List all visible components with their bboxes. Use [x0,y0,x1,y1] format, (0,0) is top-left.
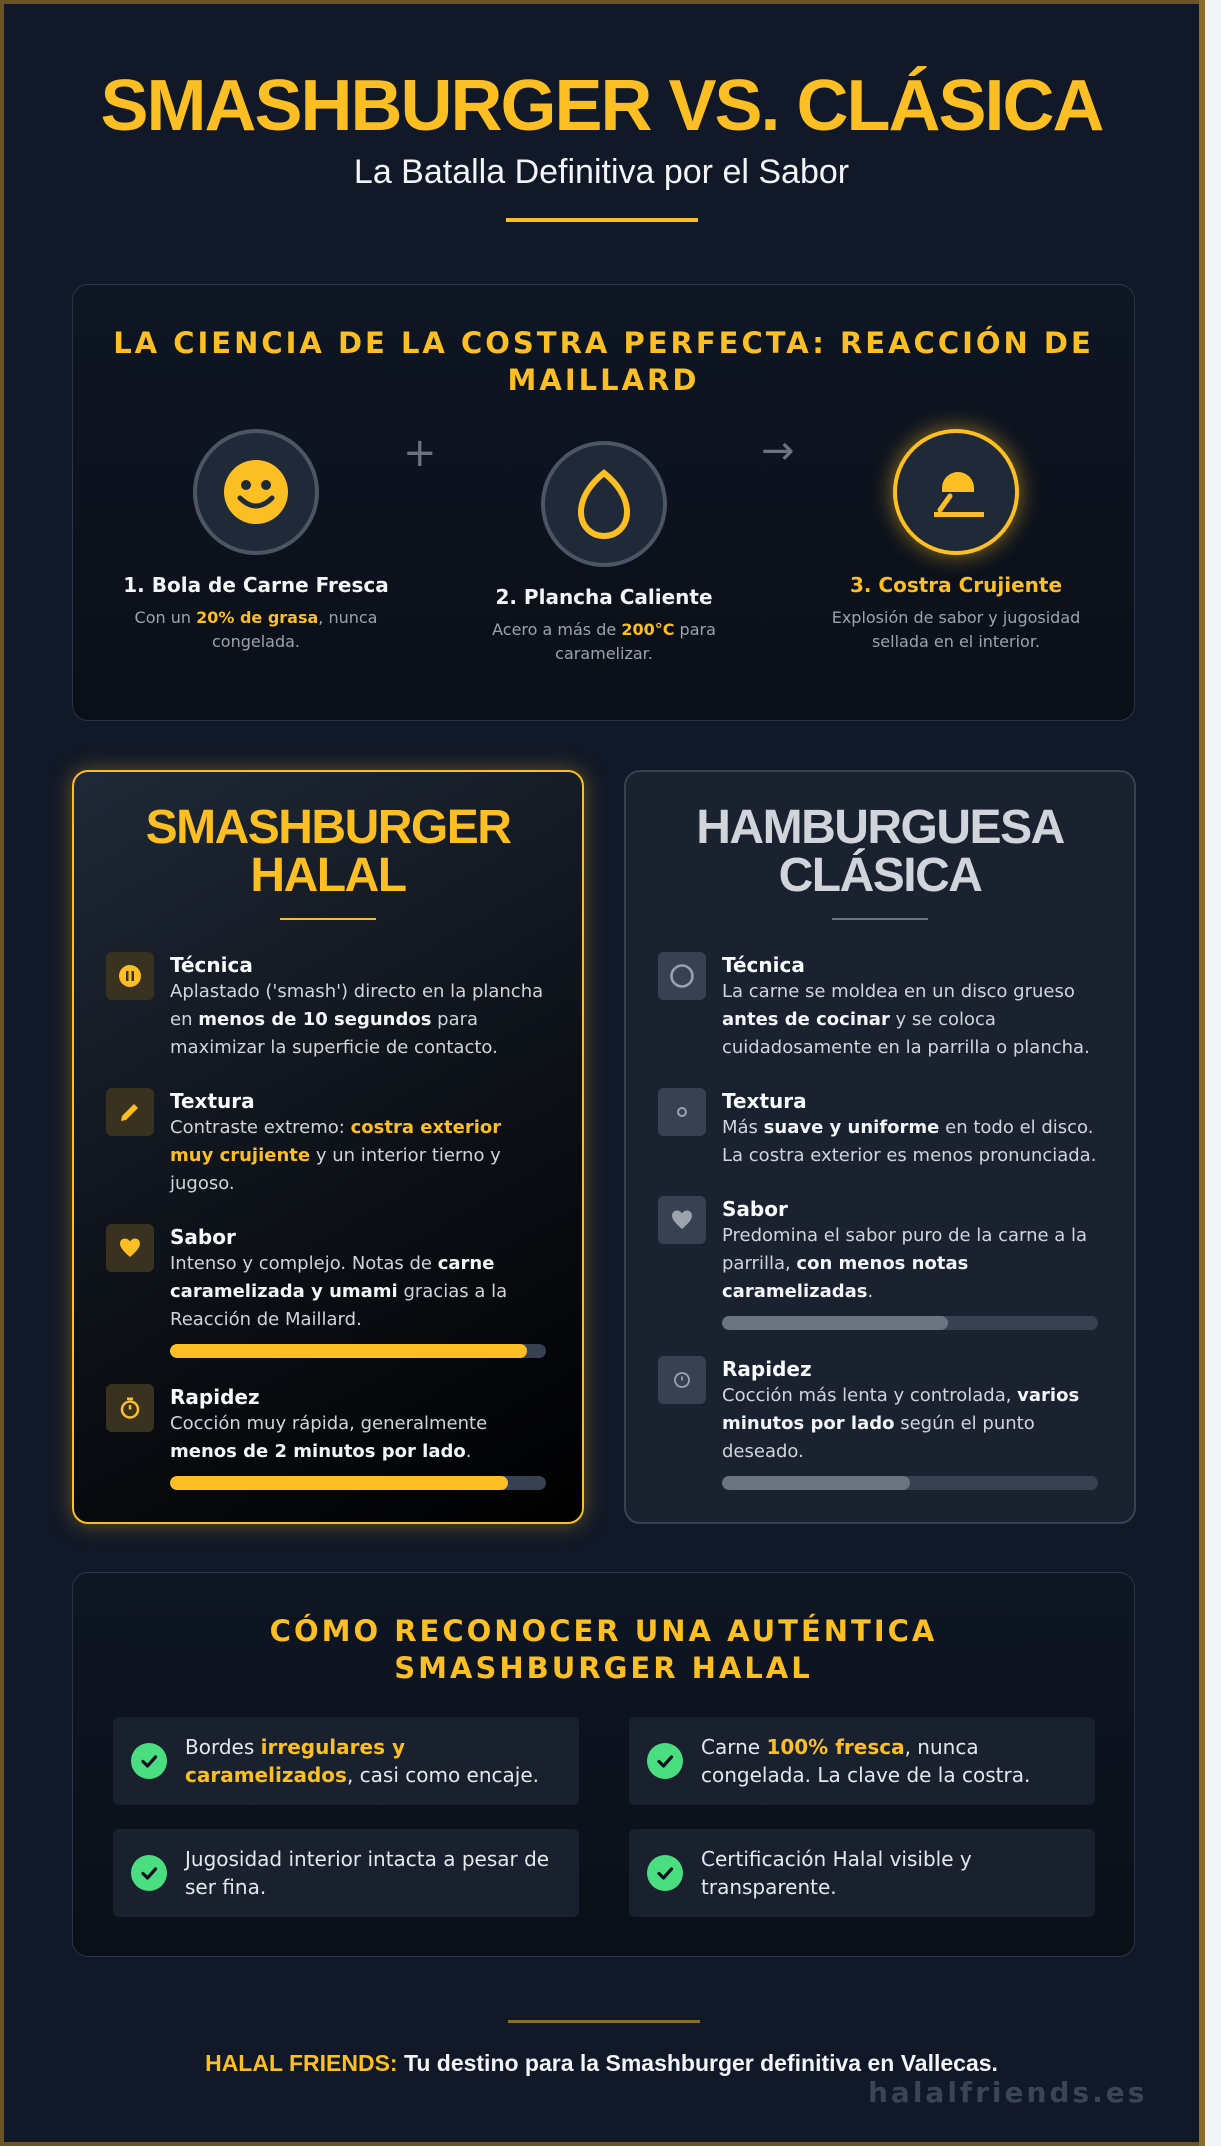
feature-desc: Más suave y uniforme en todo el disco. La costra exterior es menos pronunciada. [722,1117,1097,1166]
pencil-icon [106,1088,154,1136]
step-title: 2. Plancha Caliente [495,585,713,609]
page-edge [1199,0,1221,2146]
check-icon [647,1855,683,1891]
dot-icon [658,1088,706,1136]
feature-tecnica [658,952,1098,1062]
smashburger-card [72,770,584,1524]
maillard-title: LA CIENCIA DE LA COSTRA PERFECTA: REACCIÓN DE MAILLARD [113,326,1094,397]
feature-title: Rapidez [722,1357,812,1381]
page-title: SMASHBURGER VS. CLÁSICA [100,66,1103,146]
feature-title: Rapidez [170,1385,260,1409]
footer-divider [508,2020,700,2023]
circle-icon [658,952,706,1000]
recognize-section [72,1572,1135,1957]
step-title: 3. Costra Crujiente [849,573,1063,597]
classic-title: HAMBURGUESA CLÁSICA [696,801,1064,902]
sabor-meter [722,1316,1098,1330]
tip-item [629,1829,1095,1917]
flame-icon [541,441,667,567]
feature-title: Técnica [722,953,805,977]
recognize-title: CÓMO RECONOCER UNA AUTÉNTICA SMASHBURGER HALAL [269,1614,938,1685]
feature-textura [106,1088,546,1198]
burger-press-icon [893,429,1019,555]
footer-text: HALAL FRIENDS: Tu destino para la Smashburger definitiva en Vallecas. [205,2050,998,2076]
feature-rapidez [106,1384,546,1490]
step-hot-plate [469,441,739,666]
feature-textura [658,1088,1098,1170]
tip-item [629,1717,1095,1805]
watermark: halalfriends.es [868,2076,1148,2109]
smashburger-title: SMASHBURGER HALAL [145,801,511,902]
check-icon [131,1743,167,1779]
feature-title: Técnica [170,953,253,977]
plus-icon: + [403,430,437,476]
feature-desc: Intenso y complejo. Notas de carne caramelizada y umami gracias a la Reacción de Maillard. [170,1253,508,1330]
feature-desc: Cocción muy rápida, generalmente menos de 2 minutos por lado. [170,1413,488,1462]
feature-desc: Contraste extremo: costra exterior muy crujiente y un interior tierno y jugoso. [170,1117,502,1194]
tip-text: Jugosidad interior intacta a pesar de ser fina. [185,1847,550,1899]
check-icon [647,1743,683,1779]
tip-text: Certificación Halal visible y transparente. [701,1847,972,1899]
step-crust [821,429,1091,654]
check-icon [131,1855,167,1891]
heart-icon [106,1224,154,1272]
feature-title: Sabor [170,1225,236,1249]
infographic [4,4,1199,2142]
heart-icon [658,1196,706,1244]
pause-icon [106,952,154,1000]
feature-sabor [658,1196,1098,1330]
step-desc: Explosión de sabor y jugosidad sellada en el interior. [831,608,1081,651]
feature-rapidez [658,1356,1098,1490]
feature-desc: Aplastado ('smash') directo en la plancha en menos de 10 segundos para maximizar la superficie de contacto. [170,981,544,1058]
feature-title: Textura [722,1089,807,1113]
feature-desc: La carne se moldea en un disco grueso antes de cocinar y se coloca cuidadosamente en la parrilla o plancha. [722,981,1090,1058]
rapidez-meter [170,1476,546,1490]
tip-text: Bordes irregulares y caramelizados, casi como encaje. [185,1735,539,1787]
classic-card [624,770,1136,1524]
maillard-section [72,284,1135,721]
title-underline [280,918,376,920]
clock-icon [658,1356,706,1404]
feature-desc: Cocción más lenta y controlada, varios minutos por lado según el punto deseado. [722,1385,1080,1462]
footer-brand: HALAL FRIENDS: [205,2050,398,2076]
title-underline [832,918,928,920]
feature-sabor [106,1224,546,1358]
feature-title: Textura [170,1089,255,1113]
sabor-meter [170,1344,546,1358]
arrow-right-icon: → [761,428,795,474]
tip-item [113,1717,579,1805]
page-subtitle: La Batalla Definitiva por el Sabor [353,153,850,191]
feature-title: Sabor [722,1197,788,1221]
feature-tecnica [106,952,546,1062]
header [4,64,1199,222]
feature-desc: Predomina el sabor puro de la carne a la parrilla, con menos notas caramelizadas. [722,1225,1088,1302]
title-divider [506,218,698,222]
tip-item [113,1829,579,1917]
step-title: 1. Bola de Carne Fresca [123,573,389,597]
smile-icon [193,429,319,555]
rapidez-meter [722,1476,1098,1490]
step-desc: Acero a más de 200°C para caramelizar. [492,620,716,663]
tip-text: Carne 100% fresca, nunca congelada. La clave de la costra. [701,1735,1031,1787]
step-desc: Con un 20% de grasa, nunca congelada. [134,608,378,651]
stopwatch-icon [106,1384,154,1432]
step-meat-ball [121,429,391,654]
